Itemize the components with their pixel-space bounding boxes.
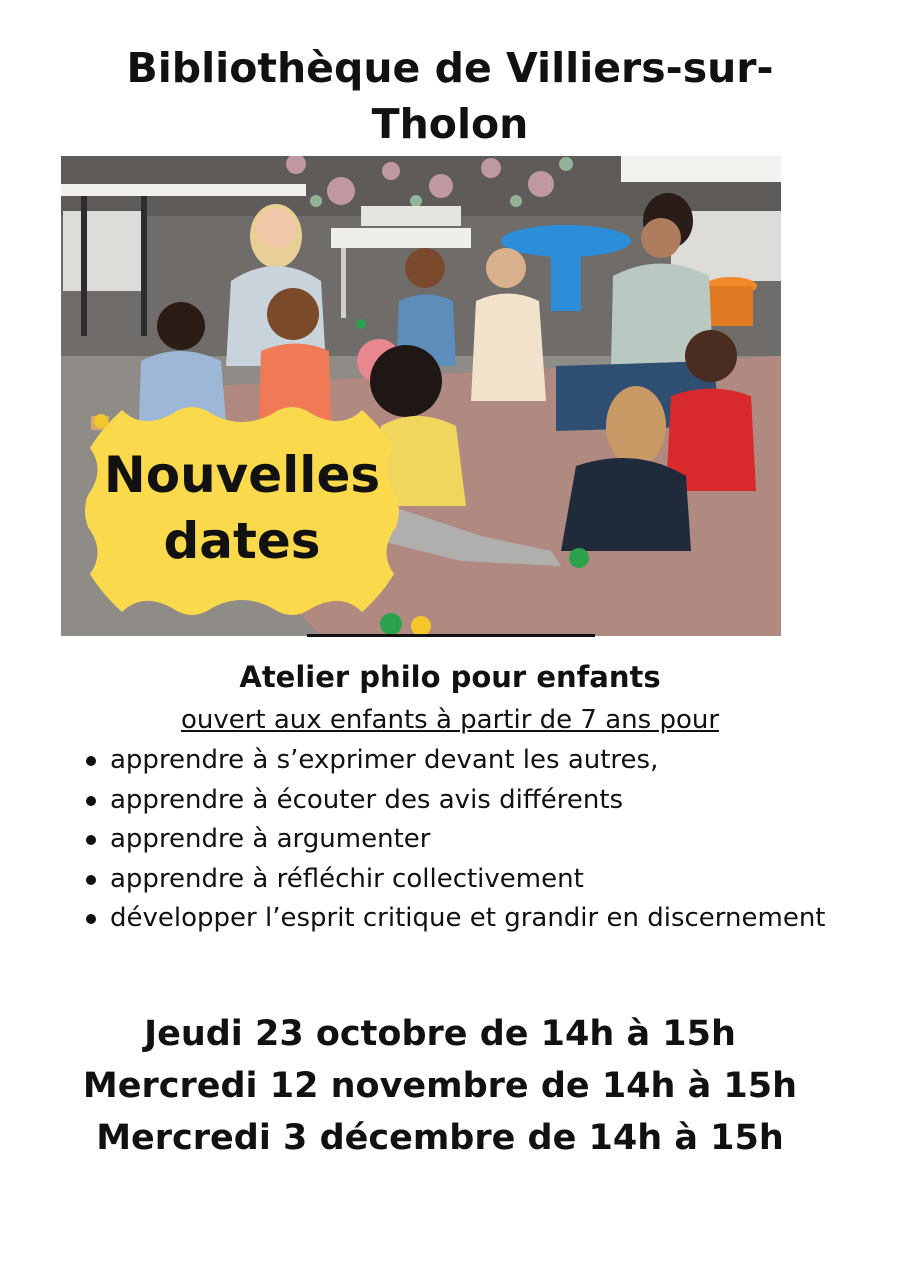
goal-item: apprendre à écouter des avis différents — [86, 781, 826, 821]
goals-list — [86, 741, 826, 939]
title-line-2: Tholon — [371, 100, 529, 148]
badge-line-1: Nouvelles — [103, 446, 381, 504]
new-dates-badge — [82, 400, 402, 622]
title-line-1: Bibliothèque de Villiers-sur- — [126, 44, 774, 92]
date-line: Mercredi 12 novembre de 14h à 15h — [82, 1066, 798, 1106]
poster-title — [0, 40, 900, 152]
workshop-title: Atelier philo pour enfants — [239, 660, 661, 694]
goal-item: apprendre à argumenter — [86, 820, 826, 860]
goal-item: développer l’esprit critique et grandir en discernement — [86, 899, 826, 939]
divider-line — [307, 634, 595, 637]
workshop-intro: ouvert aux enfants à partir de 7 ans pour — [180, 705, 720, 735]
badge-line-2: dates — [163, 512, 321, 570]
goal-item: apprendre à s’exprimer devant les autres, — [86, 741, 826, 781]
schedule-dates — [0, 1008, 880, 1164]
date-line: Jeudi 23 octobre de 14h à 15h — [144, 1014, 736, 1054]
date-line: Mercredi 3 décembre de 14h à 15h — [96, 1118, 784, 1158]
goal-item: apprendre à réfléchir collectivement — [86, 860, 826, 900]
badge-text — [82, 442, 402, 574]
